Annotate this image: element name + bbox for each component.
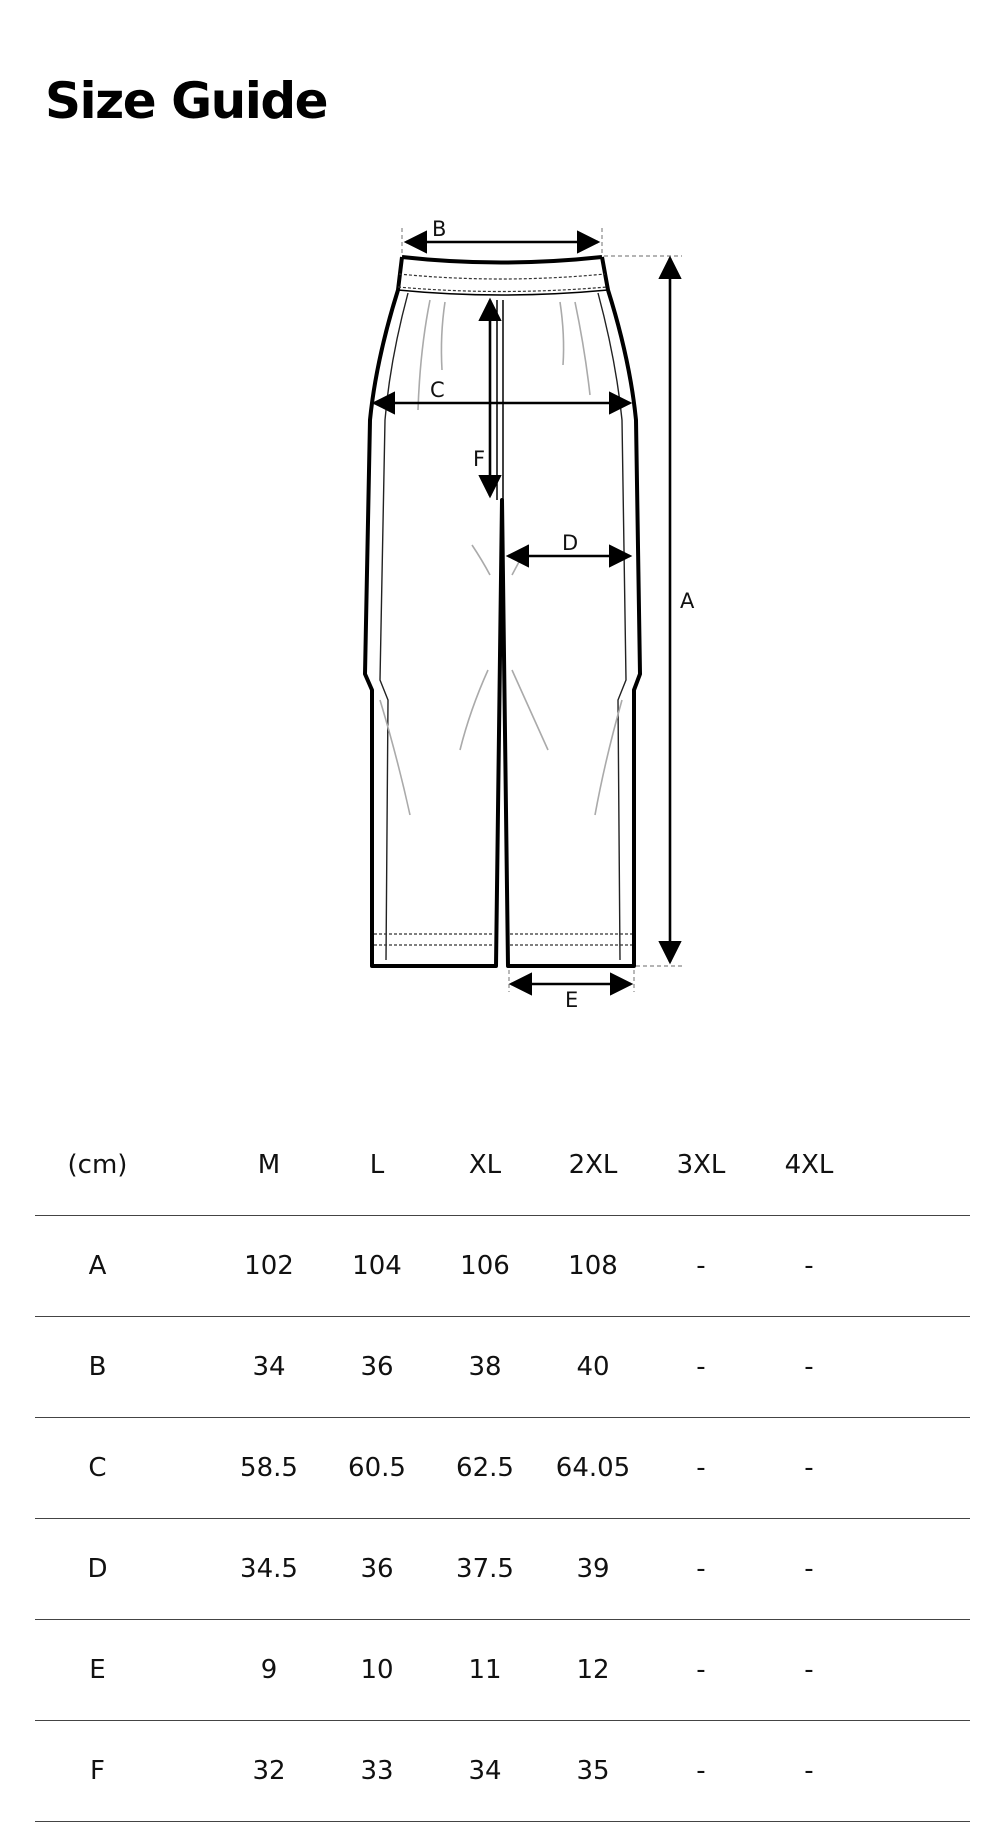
table-cell: 35 bbox=[576, 1756, 610, 1786]
row-label: C bbox=[88, 1453, 107, 1483]
row-label: F bbox=[90, 1756, 105, 1786]
table-cell: 38 bbox=[468, 1352, 502, 1382]
table-cell: 36 bbox=[360, 1554, 394, 1584]
label-d: D bbox=[562, 531, 579, 555]
page-title: Size Guide bbox=[45, 72, 328, 130]
label-c: C bbox=[430, 378, 445, 402]
table-cell: - bbox=[696, 1655, 706, 1685]
table-cell: 60.5 bbox=[348, 1453, 406, 1483]
table-cell: - bbox=[696, 1554, 706, 1584]
column-header: XL bbox=[468, 1150, 502, 1180]
waistband-top bbox=[402, 257, 602, 263]
table-cell: 33 bbox=[360, 1756, 394, 1786]
table-cell: 12 bbox=[576, 1655, 610, 1685]
table-cell: - bbox=[804, 1554, 814, 1584]
table-row bbox=[35, 1519, 970, 1620]
table-cell: 37.5 bbox=[456, 1554, 514, 1584]
column-header: L bbox=[369, 1150, 385, 1180]
label-b: B bbox=[432, 217, 447, 241]
table-cell: - bbox=[804, 1453, 814, 1483]
table-cell: 104 bbox=[352, 1251, 402, 1281]
fly-lines bbox=[497, 300, 503, 500]
hem-stitching bbox=[374, 934, 632, 945]
label-f: F bbox=[473, 447, 486, 471]
row-label: D bbox=[87, 1554, 108, 1584]
table-cell: 34 bbox=[252, 1352, 286, 1382]
row-label: E bbox=[89, 1655, 106, 1685]
table-cell: - bbox=[804, 1352, 814, 1382]
label-a: A bbox=[680, 589, 695, 613]
table-cell: - bbox=[696, 1453, 706, 1483]
table-cell: 40 bbox=[576, 1352, 610, 1382]
row-label: A bbox=[88, 1251, 107, 1281]
table-header-row bbox=[35, 1115, 970, 1216]
column-header: M bbox=[257, 1150, 281, 1180]
table-cell: 32 bbox=[252, 1756, 286, 1786]
table-cell: 106 bbox=[460, 1251, 510, 1281]
table-cell: 102 bbox=[244, 1251, 294, 1281]
table-row bbox=[35, 1418, 970, 1519]
table-cell: 11 bbox=[468, 1655, 502, 1685]
table-cell: 108 bbox=[568, 1251, 618, 1281]
waistband-stitching bbox=[398, 274, 607, 292]
table-row bbox=[35, 1317, 970, 1418]
table-cell: 39 bbox=[576, 1554, 610, 1584]
table-cell: 36 bbox=[360, 1352, 394, 1382]
column-header: 2XL bbox=[568, 1150, 618, 1180]
table-cell: - bbox=[804, 1251, 814, 1281]
table-cell: 10 bbox=[360, 1655, 394, 1685]
table-cell: 58.5 bbox=[240, 1453, 298, 1483]
table-cell: - bbox=[696, 1756, 706, 1786]
table-cell: - bbox=[696, 1352, 706, 1382]
table-cell: - bbox=[696, 1251, 706, 1281]
table-row bbox=[35, 1721, 970, 1822]
table-row bbox=[35, 1620, 970, 1721]
column-header: 3XL bbox=[676, 1150, 726, 1180]
table-cell: 64.05 bbox=[555, 1453, 631, 1483]
table-cell: - bbox=[804, 1756, 814, 1786]
table-cell: 34 bbox=[468, 1756, 502, 1786]
table-cell: 9 bbox=[260, 1655, 278, 1685]
table-cell: - bbox=[804, 1655, 814, 1685]
unit-label: (cm) bbox=[67, 1150, 128, 1180]
waistband-bottom bbox=[398, 290, 608, 295]
row-label: B bbox=[88, 1352, 107, 1382]
label-e: E bbox=[565, 988, 579, 1012]
table-cell: 62.5 bbox=[456, 1453, 514, 1483]
column-header: 4XL bbox=[784, 1150, 834, 1180]
table-cell: 34.5 bbox=[240, 1554, 298, 1584]
size-table bbox=[35, 1115, 970, 1822]
table-row bbox=[35, 1216, 970, 1317]
